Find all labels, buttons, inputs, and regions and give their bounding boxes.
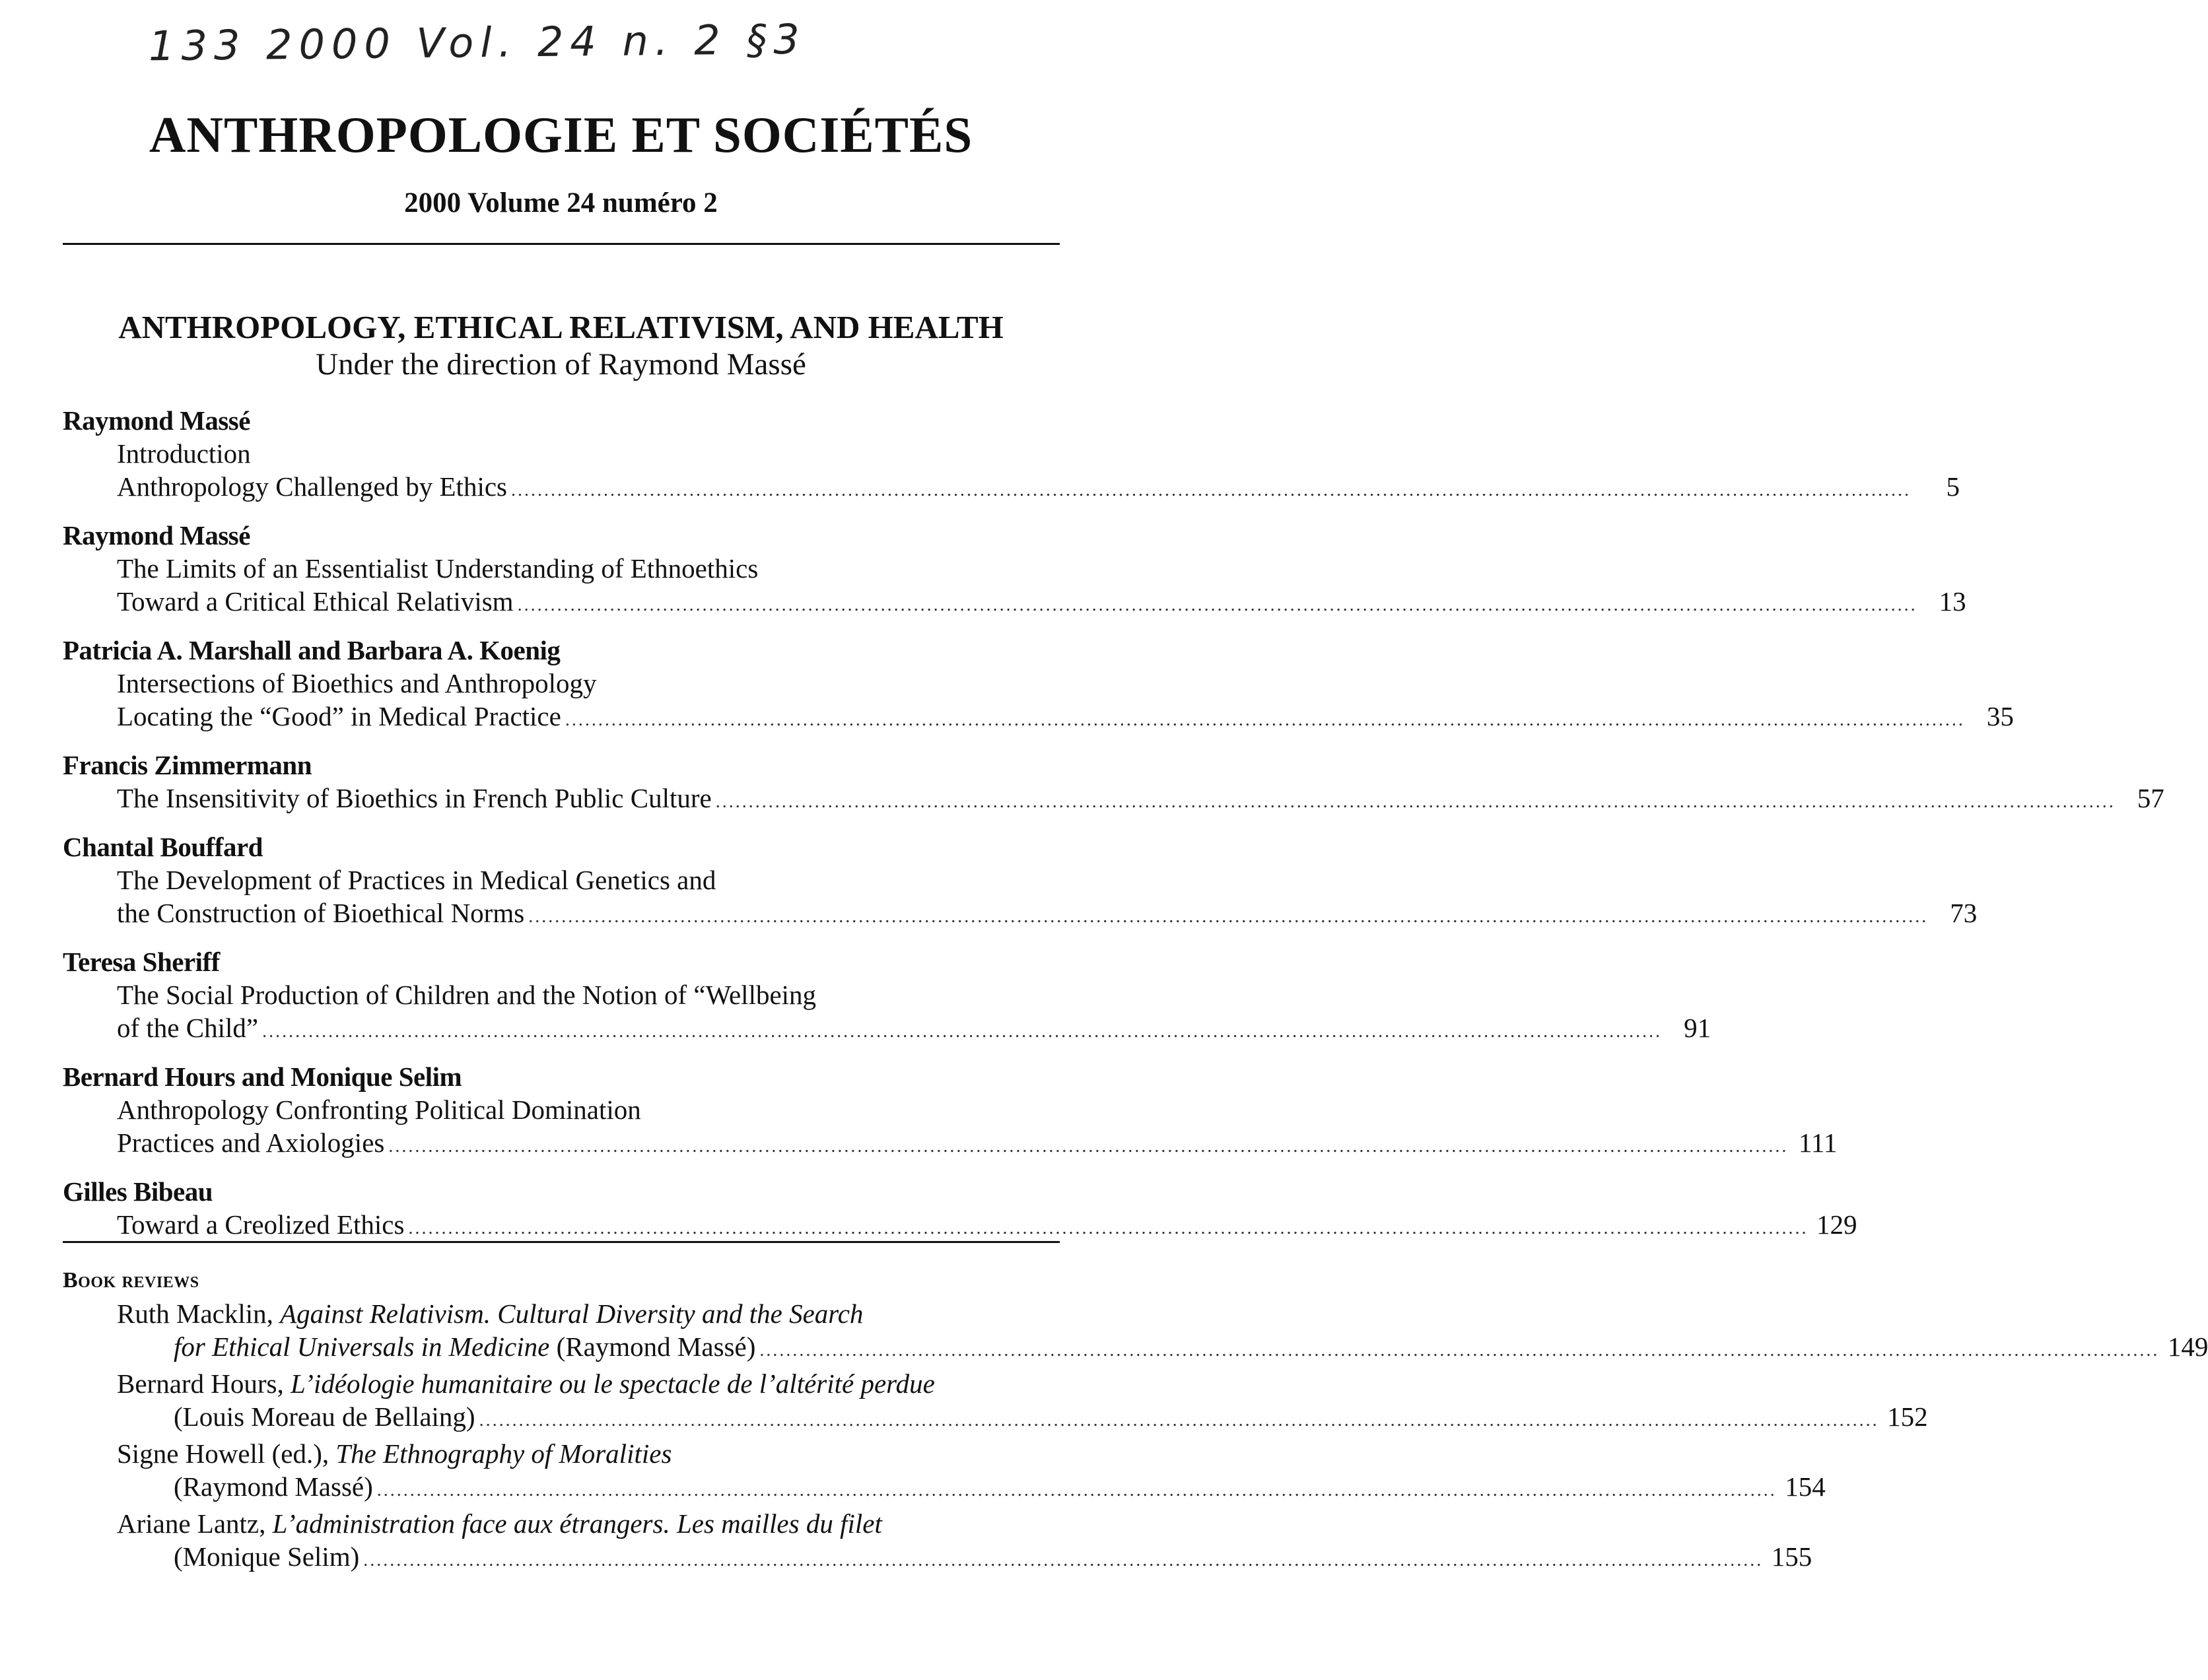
entry-title-text: the Construction of Bioethical Norms — [117, 898, 525, 928]
issue-line: 2000 Volume 24 numéro 2 — [404, 187, 718, 218]
toc-entry — [63, 1060, 1838, 1163]
entry-title-line: The Development of Practices in Medical Genetics and — [117, 865, 716, 895]
review-book-title: L’administration face aux étrangers. Les mailles du filet — [272, 1508, 882, 1539]
dot-leader: .................................................................................................................................................................................................................... — [715, 791, 2116, 812]
entry-title-text: Toward a Critical Ethical Relativism — [117, 586, 514, 617]
entry-page-number: 91 — [1684, 1013, 1711, 1043]
dot-leader: .................................................................................................................................................................................................................... — [511, 480, 1911, 500]
entry-title-final-line — [117, 585, 1966, 622]
entry-page-number: 5 — [1946, 471, 1960, 502]
entry-title-line: The Social Production of Children and the Notion of “Wellbeing — [117, 980, 817, 1010]
dot-leader: .................................................................................................................................................................................................................... — [565, 710, 1965, 730]
entry-author: Raymond Massé — [63, 405, 250, 436]
toc-entry — [63, 749, 2164, 819]
review-final-line — [174, 1540, 1812, 1577]
entry-page-number: 111 — [1798, 1127, 1838, 1158]
toc-entry — [63, 404, 1960, 507]
review-first-line — [117, 1297, 1060, 1330]
top-rule — [63, 243, 1060, 245]
entry-title-line: Introduction — [117, 438, 251, 469]
entry-title-final-line — [117, 1208, 1857, 1245]
review-author: Ruth Macklin, — [117, 1298, 281, 1329]
entry-author: Gilles Bibeau — [63, 1176, 213, 1207]
review-final-line — [174, 1470, 1826, 1507]
entry-author: Bernard Hours and Monique Selim — [63, 1061, 462, 1092]
book-reviews-heading: Book reviews — [63, 1268, 199, 1293]
toc-entry — [63, 830, 1978, 933]
review-final-text — [174, 1470, 373, 1503]
dot-leader: .................................................................................................................................................................................................................... — [479, 1410, 1879, 1430]
review-page-number: 155 — [1771, 1541, 1812, 1572]
dot-leader: .................................................................................................................................................................................................................... — [262, 1021, 1663, 1042]
dot-leader: .................................................................................................................................................................................................................... — [517, 595, 1917, 615]
review-book-title: Against Relativism. Cultural Diversity and the Search — [280, 1298, 864, 1329]
review-reviewer: (Louis Moreau de Bellaing) — [174, 1401, 475, 1432]
table-of-contents — [63, 404, 2164, 1257]
entry-title-final-line — [117, 470, 1960, 507]
entry-title-text: of the Child” — [117, 1013, 259, 1043]
dot-leader: .................................................................................................................................................................................................................... — [759, 1340, 2160, 1361]
toc-entry — [63, 519, 1966, 622]
review-final-text — [174, 1540, 359, 1573]
review-page-number: 154 — [1785, 1471, 1826, 1502]
toc-entry — [63, 634, 2014, 737]
entry-page-number: 35 — [1986, 701, 2014, 731]
dossier-title: ANTHROPOLOGY, ETHICAL RELATIVISM, AND HEALTH — [118, 309, 1004, 345]
review-item — [63, 1367, 1928, 1437]
journal-title: ANTHROPOLOGIE ET SOCIÉTÉS — [149, 106, 973, 163]
review-final-line — [174, 1330, 2208, 1367]
dot-leader: .................................................................................................................................................................................................................... — [363, 1550, 1764, 1570]
review-reviewer: (Monique Selim) — [174, 1541, 360, 1572]
review-reviewer: (Raymond Massé) — [549, 1331, 756, 1362]
entry-author: Raymond Massé — [63, 520, 250, 551]
review-first-line — [117, 1367, 1060, 1400]
entry-title-text: Toward a Creolized Ethics — [117, 1209, 405, 1240]
dossier-subtitle: Under the direction of Raymond Massé — [316, 347, 806, 382]
entry-title-line: The Limits of an Essentialist Understanding of Ethnoethics — [117, 553, 759, 584]
toc-entry — [63, 1175, 1857, 1245]
review-author: Bernard Hours, — [117, 1368, 291, 1399]
review-book-title-cont: for Ethical Universals in Medicine — [174, 1331, 550, 1362]
entry-title-line: Anthropology Confronting Political Domination — [117, 1094, 641, 1125]
dot-leader: .................................................................................................................................................................................................................... — [408, 1218, 1809, 1238]
entry-title-final-line — [117, 782, 2164, 819]
review-reviewer: (Raymond Massé) — [174, 1471, 373, 1502]
dot-leader: .................................................................................................................................................................................................................... — [528, 906, 1929, 927]
book-reviews-section — [63, 1264, 2208, 1577]
toc-entry — [63, 945, 1711, 1048]
review-book-title: The Ethnography of Moralities — [335, 1438, 672, 1469]
review-final-line — [174, 1400, 1928, 1437]
review-final-text — [174, 1400, 475, 1433]
entry-title-final-line — [117, 1011, 1711, 1048]
entry-title-text: The Insensitivity of Bioethics in French Public Culture — [117, 783, 712, 813]
entry-page-number: 13 — [1939, 586, 1966, 617]
entry-title-text: Locating the “Good” in Medical Practice — [117, 701, 561, 731]
review-book-title: L’idéologie humanitaire ou le spectacle de l’altérité perdue — [291, 1368, 935, 1399]
review-page-number: 152 — [1887, 1401, 1928, 1432]
dot-leader: .................................................................................................................................................................................................................... — [376, 1480, 1777, 1500]
middle-rule — [63, 1241, 1060, 1243]
review-author: Ariane Lantz, — [117, 1508, 273, 1539]
entry-title-line: Intersections of Bioethics and Anthropology — [117, 668, 597, 698]
entry-page-number: 57 — [2137, 783, 2164, 813]
review-author: Signe Howell (ed.), — [117, 1438, 336, 1469]
entry-author: Chantal Bouffard — [63, 832, 263, 862]
entry-title-final-line — [117, 1126, 1838, 1163]
entry-author: Francis Zimmermann — [63, 750, 312, 780]
entry-title-text: Practices and Axiologies — [117, 1127, 385, 1158]
entry-page-number: 73 — [1950, 898, 1978, 928]
dot-leader: .................................................................................................................................................................................................................... — [388, 1136, 1789, 1157]
review-item — [63, 1437, 1826, 1507]
review-first-line — [117, 1507, 1060, 1540]
review-final-text — [174, 1330, 755, 1363]
entry-title-text: Anthropology Challenged by Ethics — [117, 471, 507, 502]
entry-title-final-line — [117, 896, 1978, 933]
review-first-line — [117, 1437, 1060, 1470]
review-page-number: 149 — [2167, 1331, 2208, 1362]
review-item — [63, 1297, 2208, 1367]
handwritten-note: 133 2000 Vol. 24 n. 2 §3 — [148, 15, 807, 71]
entry-title-final-line — [117, 700, 2014, 737]
entry-author: Teresa Sheriff — [63, 947, 220, 977]
review-item — [63, 1507, 1812, 1577]
entry-author: Patricia A. Marshall and Barbara A. Koenig — [63, 635, 561, 665]
entry-page-number: 129 — [1816, 1209, 1857, 1240]
